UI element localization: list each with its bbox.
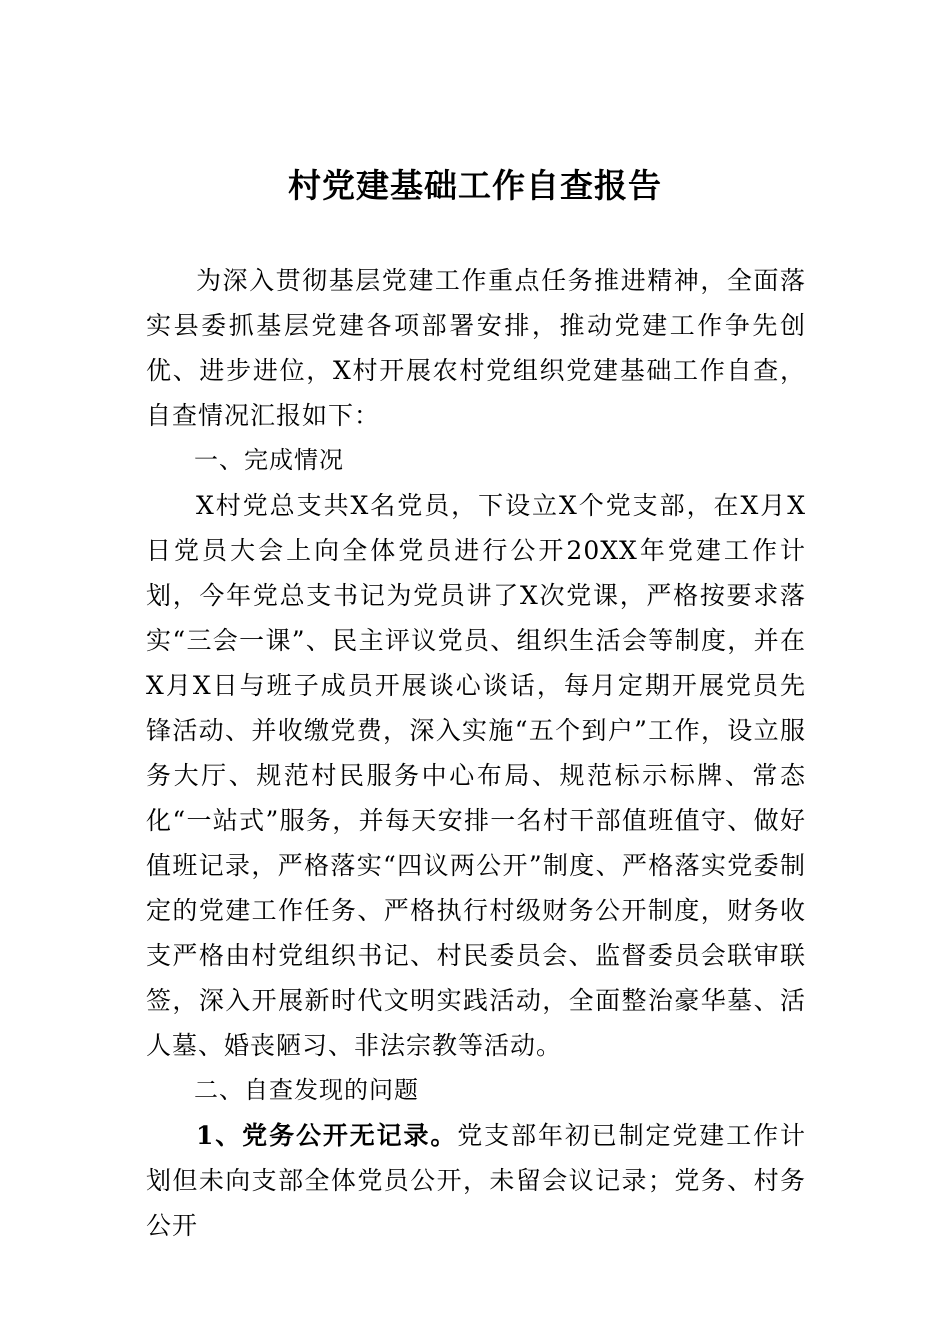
section-heading-completion: 一、完成情况 — [194, 446, 344, 474]
problem-item-1 — [146, 1113, 806, 1248]
section-heading-problems: 二、自查发现的问题 — [194, 1076, 419, 1104]
intro-paragraph: 为深入贯彻基层党建工作重点任务推进精神，全面落实县委抓基层党建各项部署安排，推动党建工作争先创优、进步进位，X村开展农村党组织党建基础工作自查，自查情况汇报如下： — [146, 266, 806, 430]
problem-item-1-lead: 1、党务公开无记录。 — [196, 1121, 458, 1150]
problem-item-1-body: 党支部年初已制定党建工作计划但未向支部全体党员公开，未留会议记录；党务、村务公开 — [146, 1121, 806, 1240]
document-body — [146, 258, 806, 1248]
completion-paragraph: X村党总支共X名党员，下设立X个党支部，在X月X日党员大会上向全体党员进行公开20XX年党建工作计划，今年党总支书记为党员讲了X次党课，严格按要求落实“三会一课”、民主评议党员、组织生活会等制度，并在X月X日与班子成员开展谈心谈话，每月定期开展党员先锋活动、并收缴党费，深入实施“五个到户”工作，设立服务大厅、规范村民服务中心布局、规范标示标牌、常态化“一站式”服务，并每天安排一名村干部值班值守、做好值班记录，严格落实“四议两公开”制度、严格落实党委制定的党建工作任务、严格执行村级财务公开制度，财务收支严格由村党组织书记、村民委员会、监督委员会联审联签，深入开展新时代文明实践活动，全面整治豪华墓、活人墓、婚丧陋习、非法宗教等活动。 — [146, 491, 806, 1060]
document-title: 村党建基础工作自查报告 — [288, 166, 662, 205]
